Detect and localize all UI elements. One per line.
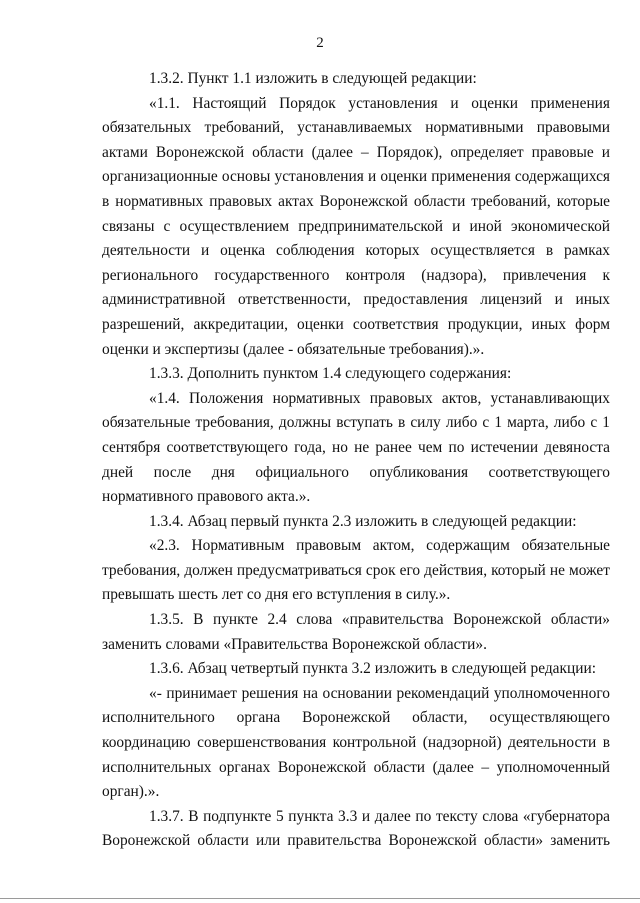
page-number: 2 — [316, 35, 324, 51]
paragraph-1-1-text: «1.1. Настоящий Порядок установления и оценки применения обязательных требований, устанавливаемых нормативными правовыми актами Воронежской области (далее – Порядок), определяет правовые и организационные основы установления и оценки применения содержащихся в нормативных правовых актах Воронежской области требований, которые связаны с осуществлением предпринимательской и иной экономической деятельности и оценка соблюдения которых осуществляется в рамках регионального государственного контроля (надзора), привлечения к административной ответственности, предоставления лицензий и иных разрешений, аккредитации, оценки соответствия продукции, иных форм оценки и экспертизы (далее - обязательные требования).». — [102, 94, 610, 358]
document-body — [102, 67, 610, 854]
paragraph-1-3-2: 1.3.2. Пункт 1.1 изложить в следующей редакции: — [149, 70, 477, 87]
paragraph-1-3-5: 1.3.5. В пункте 2.4 слова «правительства Воронежской области» заменить словами «Правительства Воронежской области». — [102, 611, 610, 653]
paragraph-1-3-6: 1.3.6. Абзац четвертый пункта 3.2 изложить в следующей редакции: — [149, 660, 596, 678]
page-bottom-rule — [0, 898, 640, 899]
paragraph-1-3-4: 1.3.4. Абзац первый пункта 2.3 изложить в следующей редакции: — [149, 512, 577, 530]
paragraph-2-3-text: «2.3. Нормативным правовым актом, содержащим обязательные требования, должен предусматриваться срок его действия, который не может превышать шесть лет со дня его вступления в силу.». — [102, 537, 610, 604]
paragraph-1-4-text: «1.4. Положения нормативных правовых актов, устанавливающих обязательные требования, должны вступать в силу либо с 1 марта, либо с 1 сентября соответствующего года, но не ранее чем по истечении девяноста дней после дня официального опубликования соответствующего нормативного правового акта.». — [102, 389, 610, 506]
paragraph-3-2-text: «- принимает решения на основании рекомендаций уполномоченного исполнительного органа Воронежской области, осуществляющего координацию совершенствования контрольной (надзорной) деятельности в исполнительных органах Воронежской области (далее – уполномоченный орган).». — [102, 684, 610, 801]
paragraph-1-3-3: 1.3.3. Дополнить пунктом 1.4 следующего содержания: — [149, 365, 512, 383]
paragraph-1-3-7: 1.3.7. В подпункте 5 пункта 3.3 и далее по тексту слова «губернатора Воронежской области или правительства Воронежской области» заменить — [102, 807, 610, 850]
